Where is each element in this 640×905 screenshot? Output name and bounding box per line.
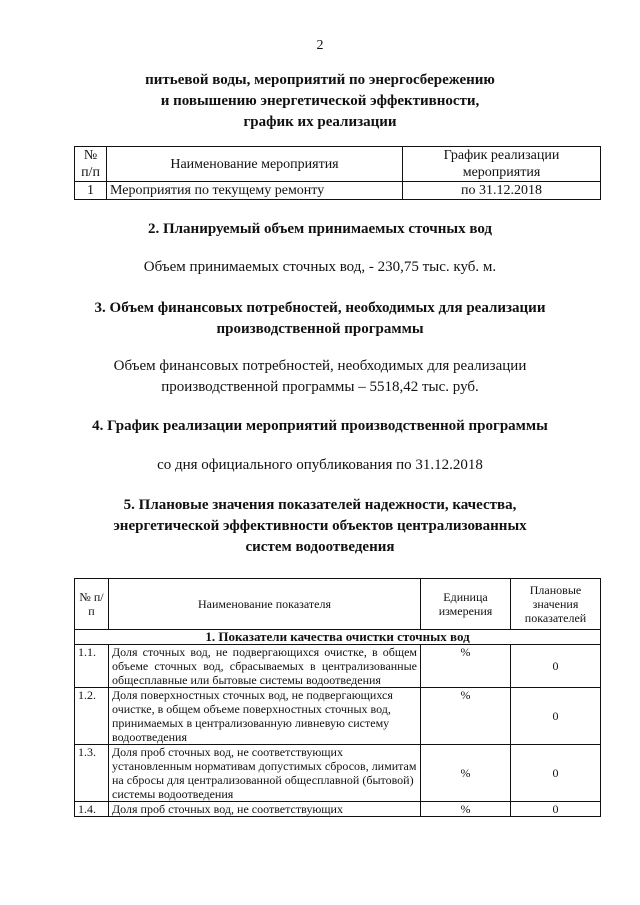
- indicators-table: [74, 578, 601, 817]
- table-row: [75, 182, 601, 200]
- header-name: Наименование показателя: [109, 579, 421, 630]
- cell-num: 1.1.: [75, 645, 109, 688]
- header-num: № п/п: [75, 147, 107, 182]
- header-num: № п/п: [75, 579, 109, 630]
- cell-name: Доля проб сточных вод, не соответствующих: [109, 802, 421, 817]
- header-name: Наименование мероприятия: [107, 147, 403, 182]
- title-line: 3. Объем финансовых потребностей, необходимых для реализации: [94, 300, 546, 316]
- text-line: производственной программы – 5518,42 тыс. руб.: [161, 379, 479, 395]
- cell-value: 0: [511, 745, 601, 802]
- title-line: 5. Плановые значения показателей надежности, качества,: [123, 497, 517, 513]
- cell-name: Доля сточных вод, не подвергающихся очистке, в общем объеме сточных вод, сбрасываемых в централизованные общесплавные или бытовые системы водоотведения: [109, 645, 421, 688]
- table-header-row: [75, 579, 601, 630]
- title-line: энергетической эффективности объектов централизованных: [113, 518, 527, 534]
- cell-name: Доля проб сточных вод, не соответствующих установленным нормативам допустимых сбросов, лимитам на сбросы для централизованной общесплавной (бытовой) системы водоотведения: [109, 745, 421, 802]
- cell-num: 1.3.: [75, 745, 109, 802]
- title-line: систем водоотведения: [245, 539, 395, 555]
- table-row: [75, 745, 601, 802]
- section3-title: [0, 298, 640, 340]
- cell-value: 0: [511, 688, 601, 745]
- section2-title: 2. Планируемый объем принимаемых сточных вод: [147, 221, 493, 237]
- table-row: [75, 802, 601, 817]
- title-line: производственной программы: [216, 321, 424, 337]
- heading-line: график их реализации: [243, 114, 397, 130]
- section4-title: 4. График реализации мероприятий производственной программы: [92, 418, 548, 434]
- header-unit: Единица измерения: [421, 579, 511, 630]
- section3-text: [0, 356, 640, 398]
- cell-value: 0: [511, 645, 601, 688]
- section2-text: Объем принимаемых сточных вод, - 230,75 тыс. куб. м.: [143, 259, 497, 275]
- heading-line: и повышению энергетической эффективности,: [160, 93, 480, 109]
- cell-num: 1: [75, 182, 107, 200]
- section1-heading-continuation: [0, 70, 640, 133]
- table-header-row: [75, 147, 601, 182]
- section5-title: [0, 495, 640, 558]
- text-line: Объем финансовых потребностей, необходимых для реализации: [113, 358, 527, 374]
- table-row: [75, 645, 601, 688]
- cell-schedule: по 31.12.2018: [403, 182, 601, 200]
- cell-num: 1.4.: [75, 802, 109, 817]
- heading-line: питьевой воды, мероприятий по энергосбережению: [145, 72, 495, 88]
- cell-num: 1.2.: [75, 688, 109, 745]
- cell-unit: %: [421, 645, 511, 688]
- page-number: 2: [316, 38, 324, 53]
- header-value: Плановые значения показателей: [511, 579, 601, 630]
- cell-value: 0: [511, 802, 601, 817]
- table-section-row: [75, 630, 601, 645]
- header-schedule: График реализации мероприятия: [403, 147, 601, 182]
- table-row: [75, 688, 601, 745]
- cell-name: Доля поверхностных сточных вод, не подвергающихся очистке, в общем объеме поверхностных сточных вод, принимаемых в централизованную ливневую систему водоотведения: [109, 688, 421, 745]
- section4-text: со дня официального опубликования по 31.12.2018: [157, 457, 483, 473]
- cell-name: Мероприятия по текущему ремонту: [107, 182, 403, 200]
- cell-unit: %: [421, 802, 511, 817]
- cell-unit: %: [421, 688, 511, 745]
- cell-unit: %: [421, 745, 511, 802]
- section-row-quality: 1. Показатели качества очистки сточных вод: [75, 630, 601, 645]
- activities-table: [74, 146, 601, 200]
